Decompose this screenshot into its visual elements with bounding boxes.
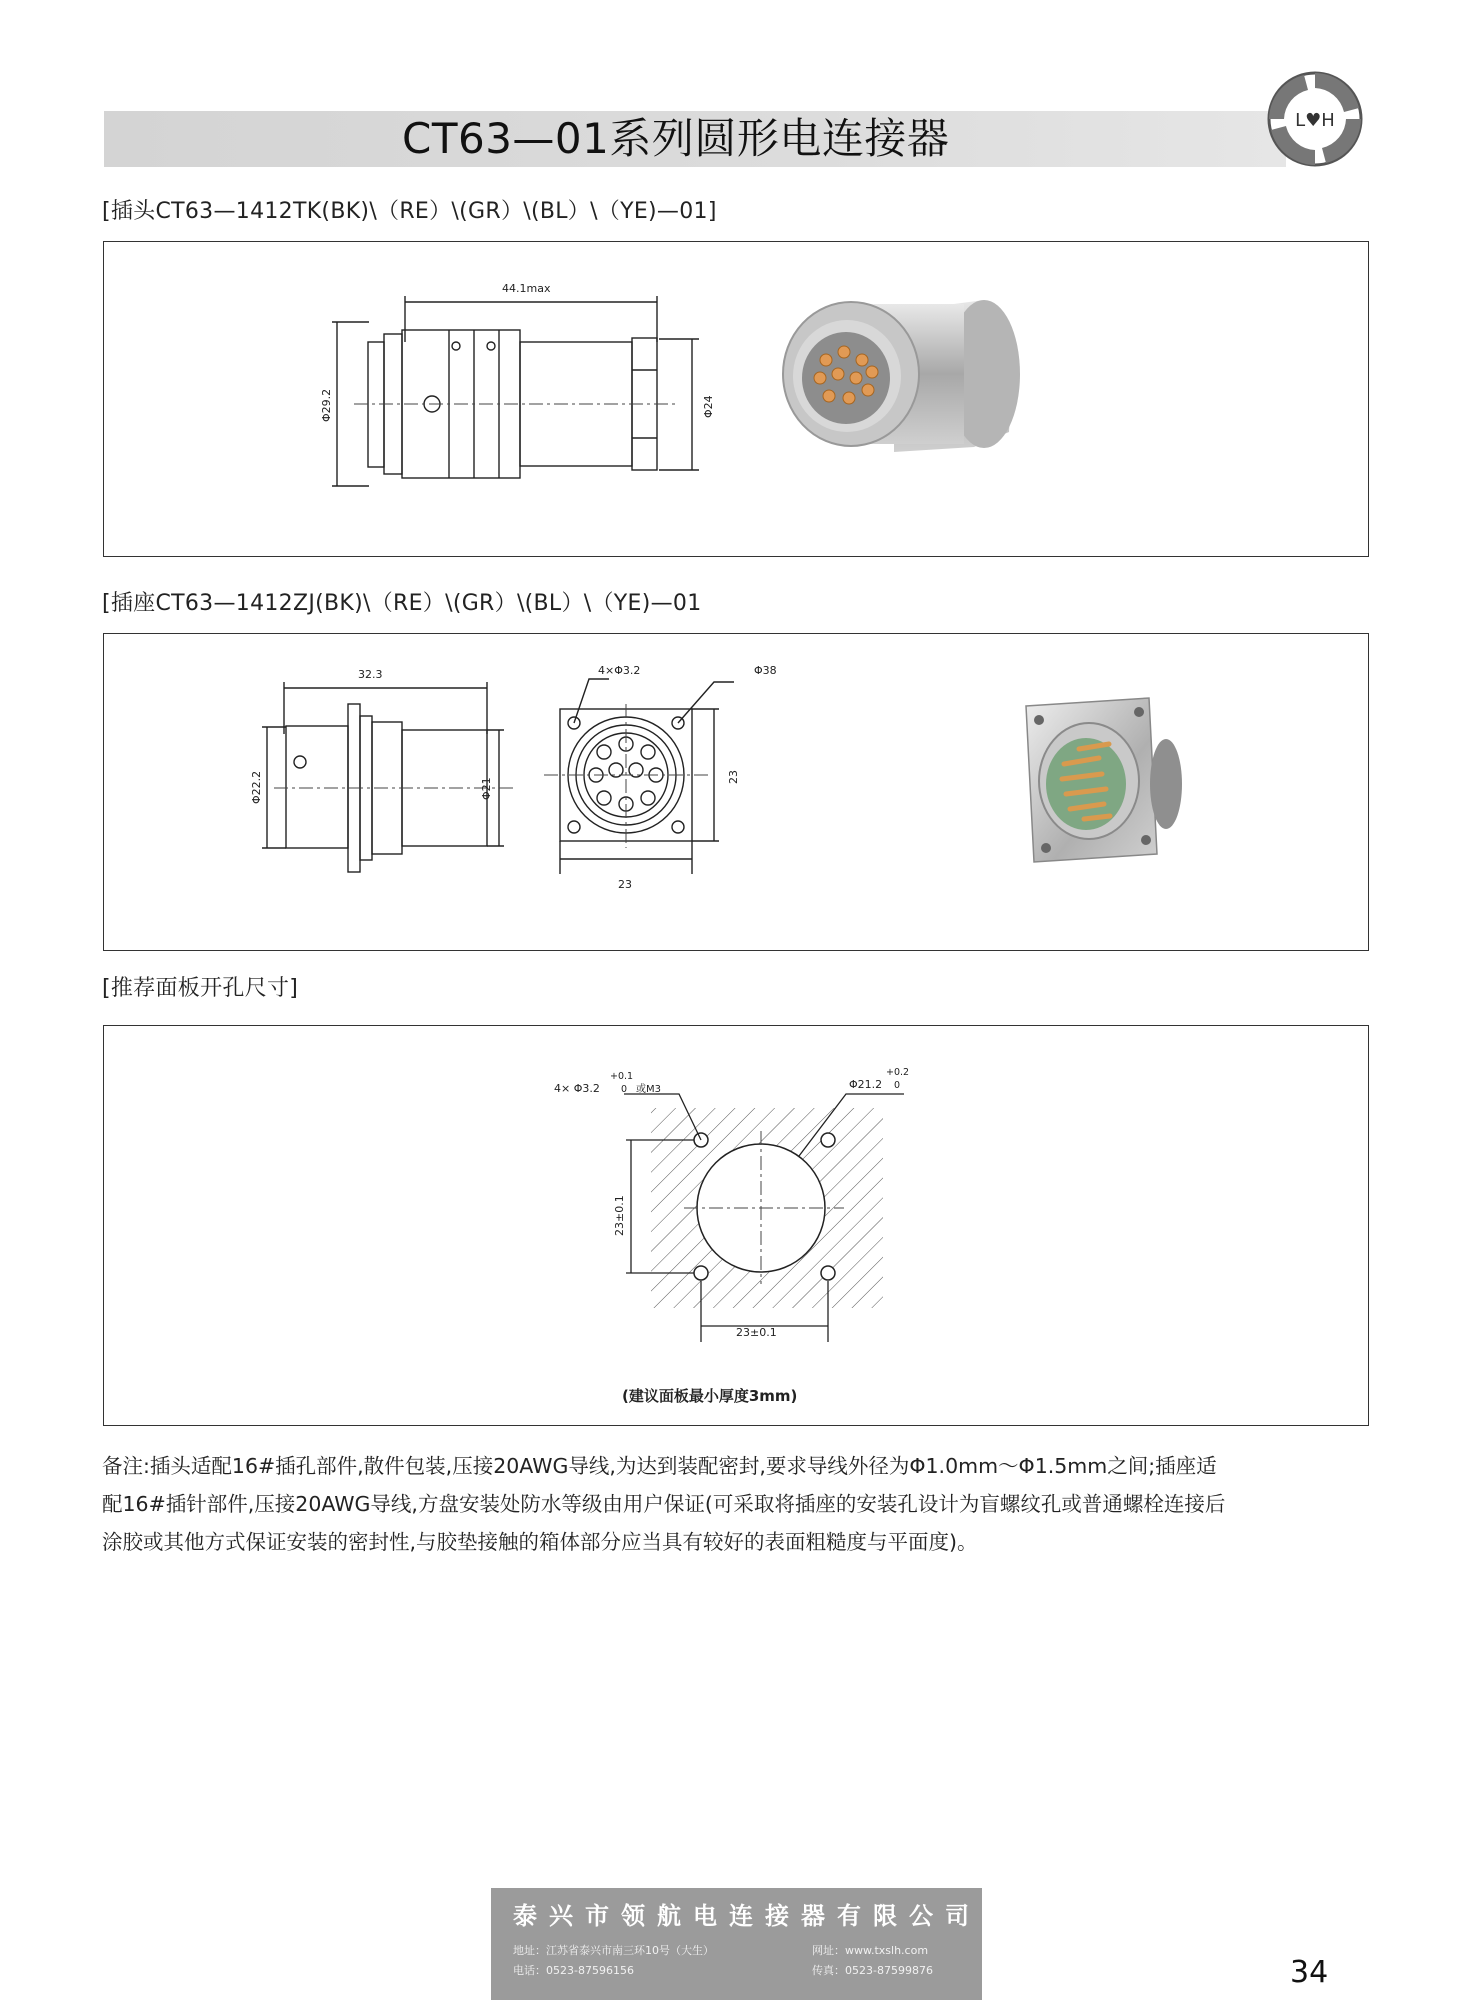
company-logo: [1264, 68, 1366, 170]
cutout-holes-tol-lower: 0: [621, 1084, 628, 1095]
socket-square-v-dim: 23: [727, 770, 740, 784]
socket-dia-left-dim: Φ22.2: [250, 770, 263, 804]
plug-length-dim: 44.1max: [502, 282, 551, 295]
footer-phone: 电话：0523-87596156: [513, 1964, 634, 1977]
page-number: 34: [1290, 1955, 1329, 1990]
page-title: CT63—01系列圆形电连接器: [402, 114, 950, 163]
logo-text: L♥H: [1295, 110, 1335, 131]
cutout-square-h-dim: 23±0.1: [736, 1326, 777, 1339]
note-line-1: 备注:插头适配16#插孔部件,散件包装,压接20AWG导线,为达到装配密封,要求导线外径为Φ1.0mm～Φ1.5mm之间;插座适: [102, 1454, 1217, 1478]
socket-square-h-dim: 23: [618, 878, 632, 891]
cutout-hole-tol-lower: 0: [894, 1080, 901, 1091]
plug-photo: [783, 300, 1020, 452]
plug-dia-left-dim: Φ29.2: [320, 388, 333, 422]
cutout-hole-tol-upper: +0.2: [886, 1067, 910, 1078]
cutout-drawing: [104, 1026, 1370, 1427]
plug-dia-right-dim: Φ24: [702, 395, 715, 418]
socket-holes-dim: 4×Φ3.2: [598, 664, 641, 677]
svg-text:4× Φ3.2: [554, 1082, 600, 1095]
cutout-square-v-dim: 23±0.1: [613, 1195, 626, 1236]
footer-address: 地址：江苏省泰兴市南三环10号（大生）: [513, 1944, 714, 1957]
socket-length-dim: 32.3: [358, 668, 383, 681]
cutout-hole-dia-prefix: Φ21.2: [849, 1078, 883, 1091]
note-line-3: 涂胶或其他方式保证安装的密封性,与胶垫接触的箱体部分应当具有较好的表面粗糙度与平面度)。: [102, 1530, 978, 1554]
note-line-2: 配16#插针部件,压接20AWG导线,方盘安装处防水等级由用户保证(可采取将插座的安装孔设计为盲螺纹孔或普通螺栓连接后: [102, 1492, 1226, 1516]
plug-drawing: [104, 242, 1370, 558]
cutout-holes-tol-upper: +0.1: [610, 1071, 634, 1082]
socket-panel: [103, 633, 1369, 951]
cutout-holes-alt: 或M3: [636, 1084, 661, 1095]
socket-drawing: [104, 634, 1370, 952]
socket-flange-dim: Φ38: [754, 664, 777, 677]
socket-caption: [插座CT63—1412ZJ(BK)\（RE）\(GR）\(BL）\（YE)—01: [102, 591, 702, 616]
socket-photo: [1026, 698, 1182, 862]
plug-panel: [103, 241, 1369, 557]
panel-cutout-caption: [推荐面板开孔尺寸]: [102, 976, 299, 1001]
cutout-thickness-note: (建议面板最小厚度3mm): [622, 1387, 798, 1405]
footer-company: 泰兴市领航电连接器有限公司: [513, 1901, 981, 1930]
cutout-holes-prefix: 4× Φ3.2: [554, 1082, 600, 1095]
socket-dia-right-dim: Φ21: [480, 777, 493, 800]
remarks-note: [102, 1447, 1370, 1561]
cutout-panel: [103, 1025, 1369, 1426]
footer-fax: 传真：0523-87599876: [812, 1964, 933, 1977]
plug-caption: [插头CT63—1412TK(BK)\（RE）\(GR）\(BL）\（YE)—01]: [102, 199, 717, 224]
footer-website: 网址：www.txslh.com: [812, 1944, 929, 1957]
